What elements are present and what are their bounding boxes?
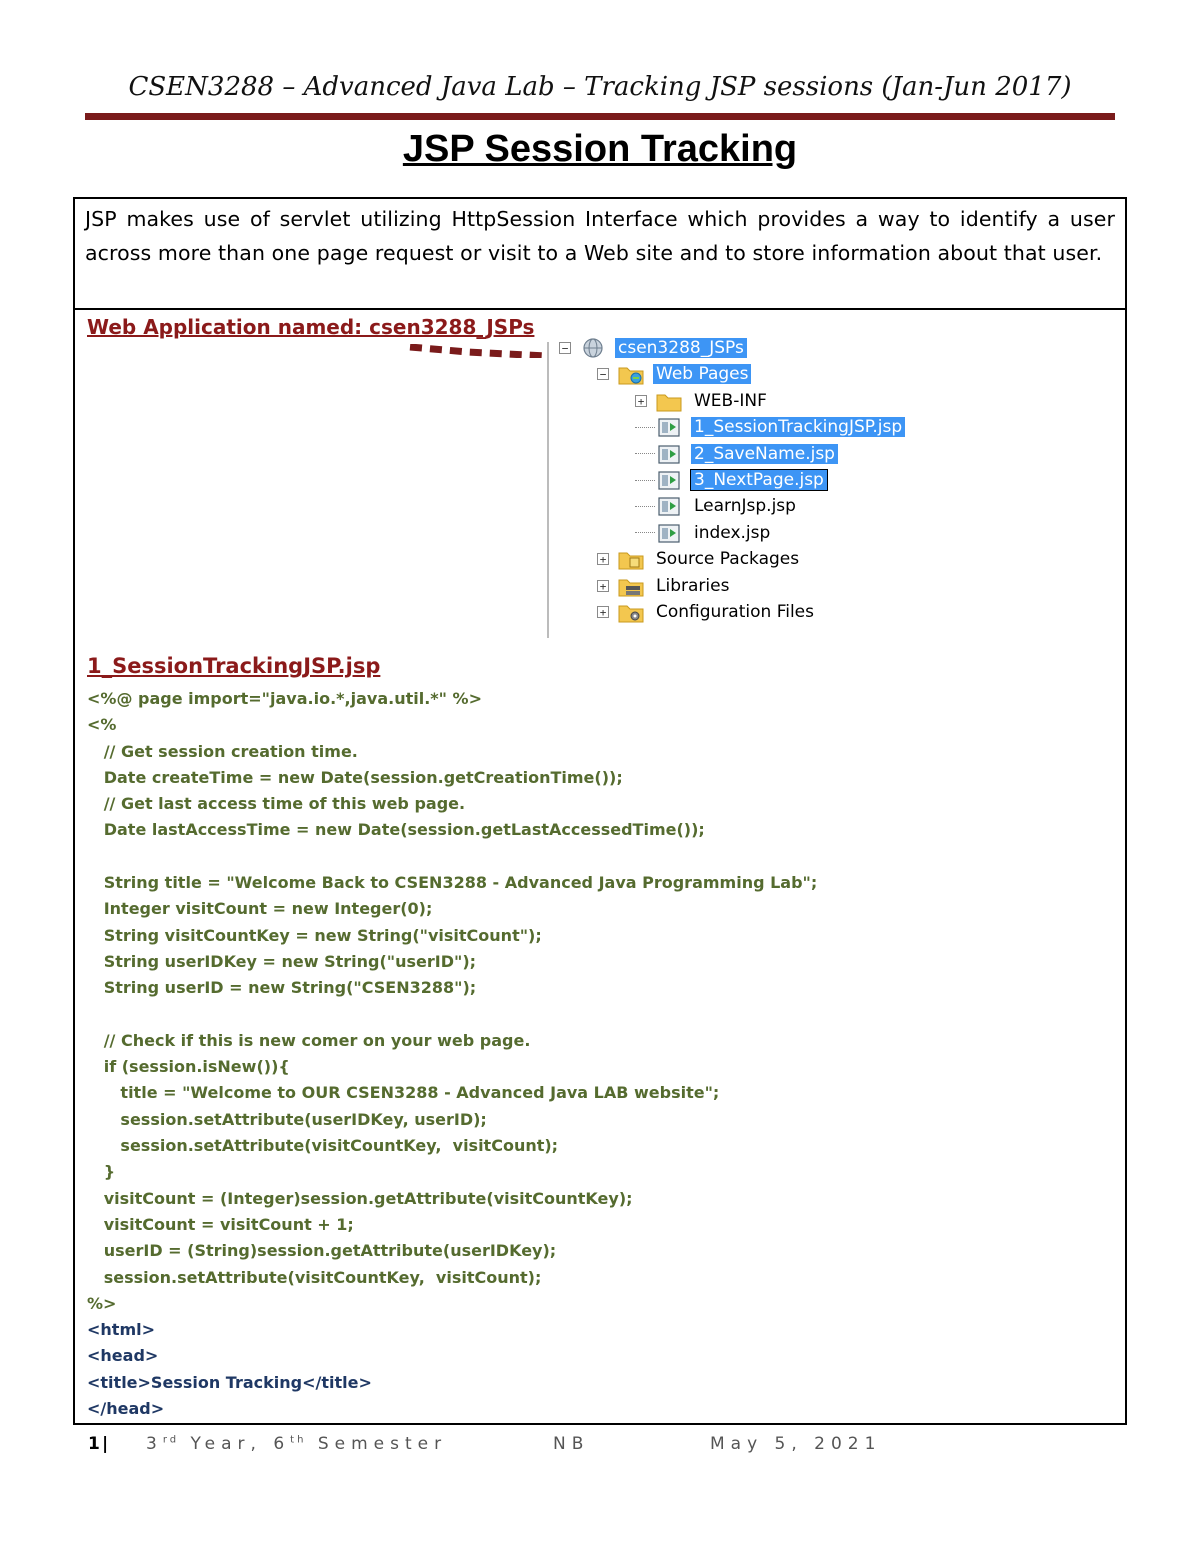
code-line: String title = "Welcome Back to CSEN3288 - Advanced Java Programming Lab"; bbox=[87, 873, 818, 893]
code-line: Integer visitCount = new Integer(0); bbox=[87, 899, 433, 919]
tree-guide-line bbox=[547, 342, 549, 638]
tree-item[interactable] bbox=[597, 574, 732, 598]
footer-separator: | bbox=[102, 1434, 115, 1454]
code-line: visitCount = (Integer)session.getAttribute(visitCountKey); bbox=[87, 1188, 633, 1208]
tree-item-label: 1_SessionTrackingJSP.jsp bbox=[691, 417, 905, 437]
footer-author: NB bbox=[553, 1434, 590, 1454]
code-line: if (session.isNew()){ bbox=[87, 1057, 290, 1077]
tree-item[interactable] bbox=[635, 521, 773, 545]
code-line: </head> bbox=[87, 1399, 165, 1419]
code-line: String userID = new String("CSEN3288"); bbox=[87, 978, 477, 998]
tree-item[interactable] bbox=[597, 600, 817, 624]
code-line: Date createTime = new Date(session.getCreationTime()); bbox=[87, 767, 623, 787]
tree-item-label: Libraries bbox=[656, 575, 730, 596]
page-title: JSP Session Tracking bbox=[402, 128, 798, 170]
content-box bbox=[73, 197, 1127, 1425]
code-line: <head> bbox=[87, 1346, 159, 1366]
code-line: // Check if this is new comer on your web page. bbox=[87, 1030, 531, 1050]
folder-icon bbox=[655, 390, 683, 412]
code-line: <% bbox=[87, 715, 117, 735]
web-folder-icon bbox=[617, 363, 645, 385]
expand-icon[interactable]: + bbox=[597, 580, 609, 592]
tree-item-label: Configuration Files bbox=[656, 602, 814, 622]
globe-project-icon bbox=[579, 337, 607, 359]
code-line: Date lastAccessTime = new Date(session.getLastAccessedTime()); bbox=[87, 820, 705, 840]
code-line bbox=[87, 844, 1107, 870]
code-line: visitCount = visitCount + 1; bbox=[87, 1214, 354, 1234]
tree-item[interactable] bbox=[635, 442, 838, 466]
tree-item-label: index.jsp bbox=[694, 522, 771, 543]
collapse-icon[interactable]: − bbox=[597, 368, 609, 380]
tree-item-label: Web Pages bbox=[653, 364, 751, 384]
code-line: session.setAttribute(visitCountKey, visitCount); bbox=[87, 1136, 559, 1156]
expand-icon[interactable]: + bbox=[597, 553, 609, 565]
file-heading: 1_SessionTrackingJSP.jsp bbox=[87, 654, 381, 678]
tree-item-label: WEB-INF bbox=[694, 390, 767, 411]
tree-item[interactable] bbox=[635, 494, 799, 518]
tree-item-label: 3_NextPage.jsp bbox=[691, 470, 827, 490]
project-tree[interactable] bbox=[547, 334, 987, 639]
header-rule bbox=[85, 113, 1115, 120]
tree-item[interactable] bbox=[559, 336, 747, 360]
page-number: 1 bbox=[88, 1434, 102, 1454]
page-footer bbox=[88, 1434, 1128, 1458]
code-line: <html> bbox=[87, 1320, 156, 1340]
code-line: // Get last access time of this web page. bbox=[87, 794, 466, 814]
jsp-file-icon bbox=[655, 469, 683, 491]
dashed-connector bbox=[408, 344, 548, 358]
package-folder-icon bbox=[617, 548, 645, 570]
tree-connector bbox=[635, 506, 655, 507]
tree-connector bbox=[635, 532, 655, 533]
tree-item[interactable] bbox=[597, 362, 751, 386]
code-line: title = "Welcome to OUR CSEN3288 - Advanced Java LAB website"; bbox=[87, 1083, 720, 1103]
tree-connector bbox=[635, 480, 655, 481]
collapse-icon[interactable]: − bbox=[559, 342, 571, 354]
code-line: // Get session creation time. bbox=[87, 741, 358, 761]
code-line: session.setAttribute(userIDKey, userID); bbox=[87, 1109, 487, 1129]
tree-item-label: 2_SaveName.jsp bbox=[691, 444, 838, 464]
tree-connector bbox=[635, 453, 655, 454]
tree-item[interactable] bbox=[635, 415, 905, 439]
tree-item[interactable] bbox=[635, 468, 827, 492]
code-line: userID = (String)session.getAttribute(userIDKey); bbox=[87, 1241, 557, 1261]
code-line: <%@ page import="java.io.*,java.util.*" %> bbox=[87, 689, 482, 708]
code-block bbox=[87, 686, 1107, 1422]
code-line bbox=[87, 1002, 1107, 1028]
tree-connector bbox=[635, 427, 655, 428]
jsp-file-icon bbox=[655, 522, 683, 544]
code-line: <title>Session Tracking</title> bbox=[87, 1372, 372, 1392]
config-folder-icon bbox=[617, 601, 645, 623]
tree-item-label: Source Packages bbox=[656, 549, 800, 570]
expand-icon[interactable]: + bbox=[635, 395, 647, 407]
expand-icon[interactable]: + bbox=[597, 606, 609, 618]
footer-semester: 3rd Year, 6th Semester bbox=[146, 1434, 448, 1454]
code-line: } bbox=[87, 1162, 116, 1182]
library-folder-icon bbox=[617, 575, 645, 597]
tree-item-label: csen3288_JSPs bbox=[615, 338, 747, 358]
header-title: CSEN3288 – Advanced Java Lab – Tracking JSP sessions (Jan-Jun 2017) bbox=[128, 72, 1072, 102]
tree-item[interactable] bbox=[635, 389, 770, 413]
code-line: String visitCountKey = new String("visitCount"); bbox=[87, 925, 542, 945]
tree-item[interactable] bbox=[597, 547, 802, 571]
code-line: session.setAttribute(visitCountKey, visitCount); bbox=[87, 1267, 542, 1287]
code-line: String userIDKey = new String("userID"); bbox=[87, 951, 477, 971]
intro-paragraph: JSP makes use of servlet utilizing HttpSession Interface which provides a way to identify a user across more than one page request or visit to a Web site and to store information about that user. bbox=[75, 199, 1125, 310]
footer-date: May 5, 2021 bbox=[710, 1434, 882, 1454]
jsp-file-icon bbox=[655, 443, 683, 465]
webapp-label: Web Application named: csen3288_JSPs bbox=[87, 315, 535, 339]
code-line: %> bbox=[87, 1293, 117, 1313]
jsp-file-icon bbox=[655, 495, 683, 517]
tree-item-label: LearnJsp.jsp bbox=[694, 496, 796, 517]
jsp-file-icon bbox=[655, 416, 683, 438]
